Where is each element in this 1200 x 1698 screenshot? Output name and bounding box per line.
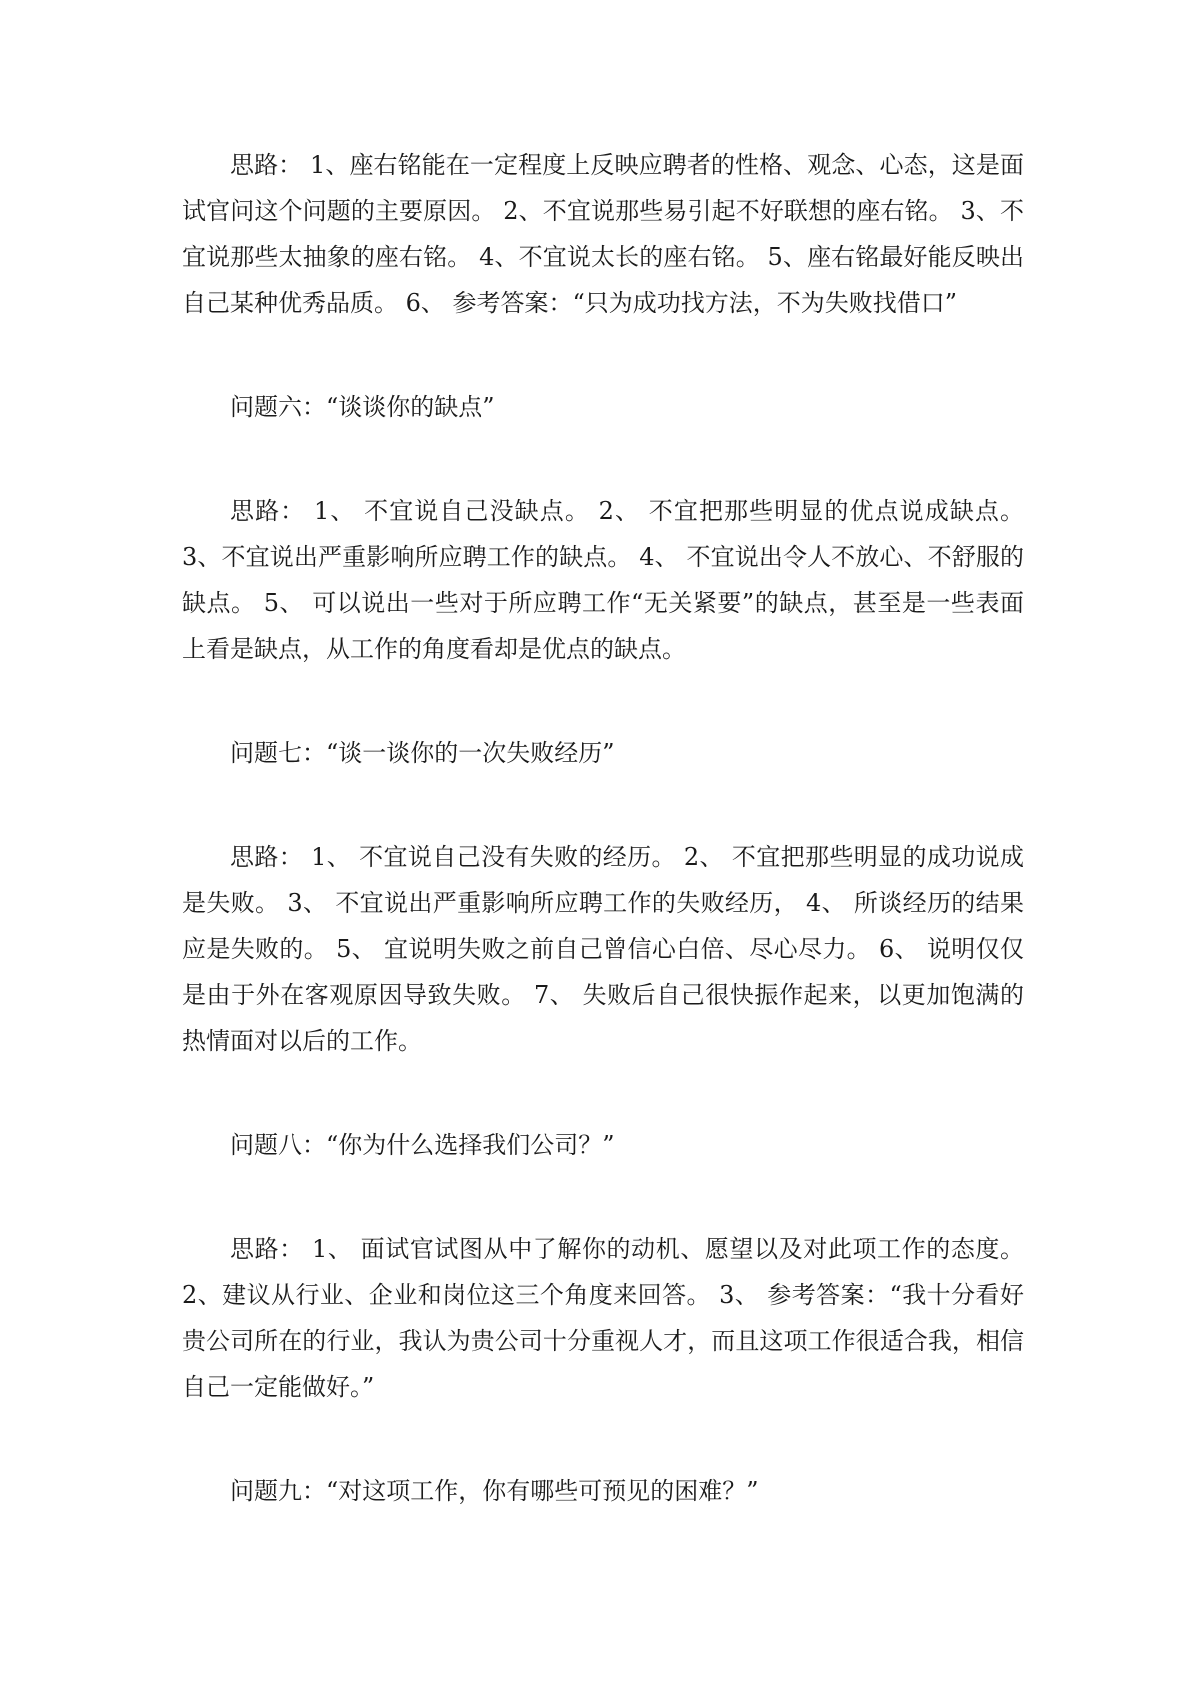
document-page <box>182 142 1024 1514</box>
answer-paragraph-motto: 思路： 1、座右铭能在一定程度上反映应聘者的性格、观念、心态，这是面试官问这个问题的主要原因。 2、不宜说那些易引起不好联想的座右铭。 3、不宜说那些太抽象的座右铭。 4、不宜说太长的座右铭。 5、座右铭最好能反映出自己某种优秀品质。 6、 参考答案：“只为成功找方法，不为失败找借口” <box>182 151 1024 317</box>
answer-paragraph-weakness: 思路： 1、 不宜说自己没缺点。 2、 不宜把那些明显的优点说成缺点。 3、不宜说出严重影响所应聘工作的缺点。 4、 不宜说出令人不放心、不舒服的缺点。 5、 可以说出一些对于所应聘工作“无关紧要”的缺点，甚至是一些表面上看是缺点，从工作的角度看却是优点的缺点。 <box>182 497 1024 663</box>
question-eight-heading: 问题八：“你为什么选择我们公司？” <box>230 1131 615 1159</box>
answer-paragraph-company: 思路： 1、 面试官试图从中了解你的动机、愿望以及对此项工作的态度。 2、建议从行业、企业和岗位这三个角度来回答。 3、 参考答案：“我十分看好贵公司所在的行业，我认为贵公司十分重视人才，而且这项工作很适合我，相信自己一定能做好。” <box>182 1235 1024 1401</box>
question-seven-heading: 问题七：“谈一谈你的一次失败经历” <box>230 739 615 767</box>
question-nine-heading: 问题九：“对这项工作，你有哪些可预见的困难？” <box>230 1477 759 1505</box>
answer-paragraph-failure: 思路： 1、 不宜说自己没有失败的经历。 2、 不宜把那些明显的成功说成是失败。 3、 不宜说出严重影响所应聘工作的失败经历， 4、 所谈经历的结果应是失败的。 5、 宜说明失败之前自己曾信心白倍、尽心尽力。 6、 说明仅仅是由于外在客观原因导致失败。 7、 失败后自己很快振作起来，以更加饱满的热情面对以后的工作。 <box>182 843 1024 1055</box>
question-six-heading: 问题六：“谈谈你的缺点” <box>230 393 495 421</box>
